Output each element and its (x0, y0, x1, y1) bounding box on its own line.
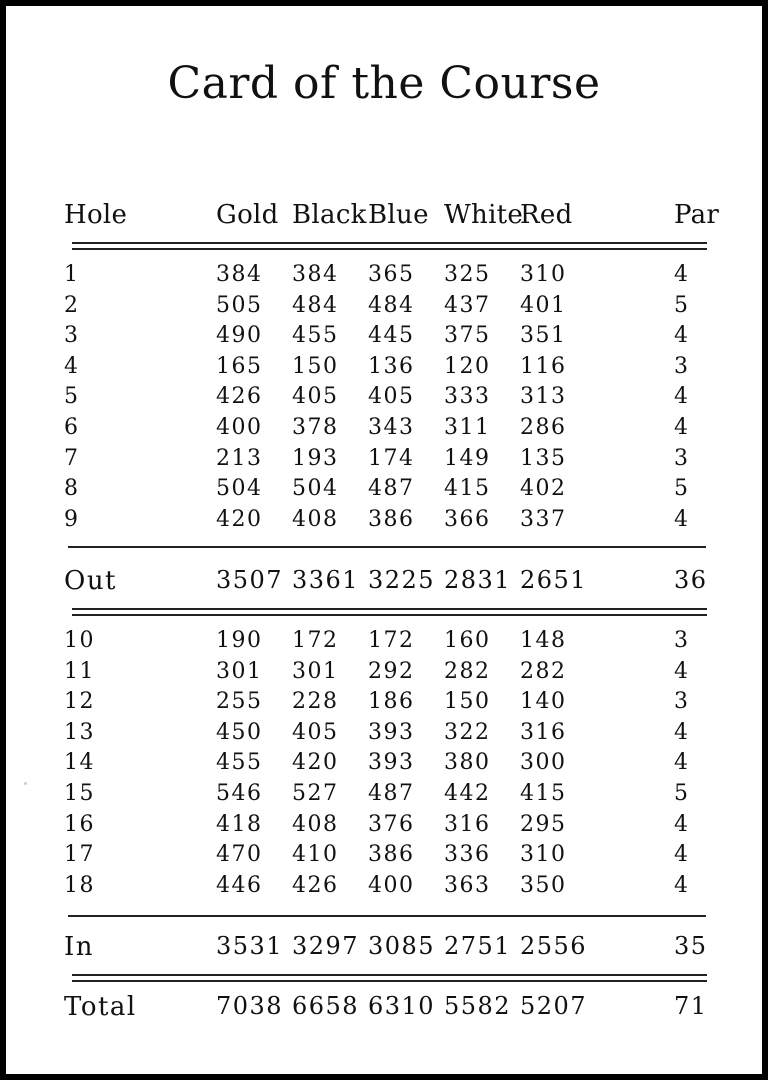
out-red: 2651 (520, 566, 588, 594)
cell-red: 116 (520, 353, 567, 379)
table-row (6, 812, 762, 842)
cell-red: 295 (520, 811, 567, 837)
cell-blue: 487 (368, 781, 415, 806)
cell-par: 4 (674, 658, 690, 684)
table-row (6, 689, 762, 719)
out-gold: 3507 (216, 566, 284, 594)
cell-blue: 365 (368, 262, 415, 287)
cell-white: 322 (444, 719, 491, 745)
table-row (6, 842, 762, 872)
table-row (6, 415, 762, 445)
cell-hole: 15 (64, 781, 95, 806)
cell-red: 351 (520, 323, 567, 349)
cell-blue: 376 (368, 811, 415, 837)
out-row (6, 566, 762, 596)
cell-blue: 405 (368, 384, 415, 410)
cell-hole: 4 (64, 353, 80, 379)
cell-gold: 384 (216, 262, 263, 287)
table-row (6, 476, 762, 506)
cell-white: 336 (444, 842, 491, 868)
cell-par: 4 (674, 842, 690, 868)
cell-blue: 174 (368, 445, 415, 471)
cell-par: 4 (674, 384, 690, 410)
cell-red: 316 (520, 719, 567, 745)
cell-hole: 12 (64, 689, 95, 715)
cell-par: 5 (674, 781, 690, 806)
header-gold: Gold (216, 200, 279, 230)
header-row (6, 200, 762, 230)
cell-par: 3 (674, 353, 690, 379)
cell-gold: 213 (216, 445, 263, 471)
in-divider-top (68, 915, 706, 917)
out-label: Out (64, 566, 118, 596)
cell-blue: 292 (368, 658, 415, 684)
cell-white: 442 (444, 781, 491, 806)
cell-black: 408 (292, 506, 339, 532)
cell-blue: 400 (368, 872, 415, 898)
cell-white: 380 (444, 750, 491, 776)
in-par: 35 (674, 932, 708, 960)
cell-blue: 445 (368, 323, 415, 349)
cell-red: 310 (520, 262, 567, 287)
cell-blue: 386 (368, 842, 415, 868)
out-blue: 3225 (368, 566, 436, 594)
cell-hole: 11 (64, 658, 95, 684)
table-row (6, 781, 762, 811)
in-black: 3297 (292, 932, 360, 960)
header-black: Black (292, 200, 367, 230)
cell-red: 401 (520, 292, 567, 318)
cell-par: 4 (674, 811, 690, 837)
cell-blue: 136 (368, 353, 415, 379)
cell-white: 333 (444, 384, 491, 410)
in-divider-bottom (72, 974, 707, 982)
cell-par: 4 (674, 506, 690, 532)
out-par: 36 (674, 566, 708, 594)
header-white: White (444, 200, 524, 230)
cell-white: 150 (444, 689, 491, 715)
in-gold: 3531 (216, 932, 284, 960)
cell-black: 172 (292, 628, 339, 653)
cell-black: 527 (292, 781, 339, 806)
in-red: 2556 (520, 932, 588, 960)
total-blue: 6310 (368, 992, 436, 1020)
cell-white: 325 (444, 262, 491, 287)
cell-red: 415 (520, 781, 567, 806)
cell-blue: 343 (368, 415, 415, 440)
cell-black: 410 (292, 842, 339, 868)
cell-gold: 426 (216, 384, 263, 410)
cell-gold: 255 (216, 689, 263, 715)
header-hole: Hole (64, 200, 128, 230)
total-red: 5207 (520, 992, 588, 1020)
cell-hole: 10 (64, 628, 95, 653)
header-divider (72, 242, 707, 250)
cell-white: 160 (444, 628, 491, 653)
in-blue: 3085 (368, 932, 436, 960)
cell-blue: 186 (368, 689, 415, 715)
header-par: Par (674, 200, 720, 230)
cell-gold: 490 (216, 323, 263, 349)
cell-white: 149 (444, 445, 491, 471)
cell-blue: 393 (368, 719, 415, 745)
cell-par: 4 (674, 719, 690, 745)
cell-par: 4 (674, 872, 690, 898)
cell-black: 384 (292, 262, 339, 287)
table-row (6, 446, 762, 476)
cell-gold: 418 (216, 811, 263, 837)
cell-gold: 450 (216, 719, 263, 745)
out-divider-top (68, 546, 706, 548)
cell-white: 375 (444, 323, 491, 349)
cell-black: 301 (292, 658, 339, 684)
cell-red: 310 (520, 842, 567, 868)
cell-gold: 301 (216, 658, 263, 684)
table-row (6, 323, 762, 353)
cell-black: 378 (292, 415, 339, 440)
cell-hole: 18 (64, 872, 95, 898)
cell-red: 282 (520, 658, 567, 684)
table-row (6, 384, 762, 414)
cell-black: 455 (292, 323, 339, 349)
total-gold: 7038 (216, 992, 284, 1020)
cell-white: 415 (444, 476, 491, 502)
out-white: 2831 (444, 566, 512, 594)
cell-gold: 455 (216, 750, 263, 776)
cell-par: 3 (674, 445, 690, 471)
cell-white: 363 (444, 872, 491, 898)
cell-white: 311 (444, 415, 491, 440)
cell-hole: 7 (64, 445, 80, 471)
cell-gold: 165 (216, 353, 263, 379)
cell-red: 350 (520, 872, 567, 898)
cell-red: 337 (520, 506, 567, 532)
cell-black: 408 (292, 811, 339, 837)
cell-black: 484 (292, 292, 339, 318)
cell-blue: 484 (368, 292, 415, 318)
cell-black: 405 (292, 384, 339, 410)
header-blue: Blue (368, 200, 429, 230)
in-white: 2751 (444, 932, 512, 960)
cell-gold: 400 (216, 415, 263, 440)
cell-gold: 470 (216, 842, 263, 868)
cell-red: 148 (520, 628, 567, 653)
cell-red: 135 (520, 445, 567, 471)
total-label: Total (64, 992, 137, 1022)
cell-black: 420 (292, 750, 339, 776)
table-row (6, 873, 762, 903)
cell-white: 282 (444, 658, 491, 684)
paper-speck (24, 782, 27, 785)
total-black: 6658 (292, 992, 360, 1020)
cell-par: 3 (674, 689, 690, 715)
cell-hole: 14 (64, 750, 95, 776)
cell-red: 300 (520, 750, 567, 776)
cell-par: 4 (674, 262, 690, 287)
table-row (6, 750, 762, 780)
cell-hole: 5 (64, 384, 80, 410)
cell-par: 4 (674, 415, 690, 440)
cell-black: 426 (292, 872, 339, 898)
table-row (6, 507, 762, 537)
cell-gold: 420 (216, 506, 263, 532)
cell-hole: 3 (64, 323, 80, 349)
cell-par: 3 (674, 628, 690, 653)
cell-blue: 393 (368, 750, 415, 776)
cell-blue: 487 (368, 476, 415, 502)
table-row (6, 293, 762, 323)
cell-white: 366 (444, 506, 491, 532)
in-row (6, 932, 762, 962)
table-row (6, 659, 762, 689)
cell-gold: 190 (216, 628, 263, 653)
cell-hole: 2 (64, 292, 80, 318)
cell-black: 228 (292, 689, 339, 715)
cell-hole: 13 (64, 719, 95, 745)
cell-black: 504 (292, 476, 339, 502)
cell-par: 5 (674, 292, 690, 318)
cell-hole: 16 (64, 811, 95, 837)
cell-hole: 8 (64, 476, 80, 502)
in-label: In (64, 932, 95, 962)
cell-par: 4 (674, 323, 690, 349)
card-title: Card of the Course (167, 58, 601, 109)
cell-red: 313 (520, 384, 567, 410)
cell-white: 316 (444, 811, 491, 837)
cell-gold: 504 (216, 476, 263, 502)
cell-black: 150 (292, 353, 339, 379)
cell-hole: 9 (64, 506, 80, 532)
header-red: Red (520, 200, 573, 230)
table-row (6, 720, 762, 750)
cell-gold: 505 (216, 292, 263, 318)
cell-white: 120 (444, 353, 491, 379)
cell-hole: 6 (64, 415, 80, 440)
cell-gold: 446 (216, 872, 263, 898)
total-par: 71 (674, 992, 708, 1020)
out-black: 3361 (292, 566, 360, 594)
cell-blue: 386 (368, 506, 415, 532)
cell-blue: 172 (368, 628, 415, 653)
cell-black: 193 (292, 445, 339, 471)
cell-hole: 17 (64, 842, 95, 868)
cell-gold: 546 (216, 781, 263, 806)
table-row (6, 354, 762, 384)
out-divider-bottom (72, 608, 707, 616)
table-row (6, 262, 762, 292)
total-white: 5582 (444, 992, 512, 1020)
cell-par: 5 (674, 476, 690, 502)
cell-red: 140 (520, 689, 567, 715)
cell-white: 437 (444, 292, 491, 318)
total-row (6, 992, 762, 1022)
cell-red: 286 (520, 415, 567, 440)
cell-red: 402 (520, 476, 567, 502)
table-row (6, 628, 762, 658)
cell-par: 4 (674, 750, 690, 776)
cell-hole: 1 (64, 262, 80, 287)
cell-black: 405 (292, 719, 339, 745)
